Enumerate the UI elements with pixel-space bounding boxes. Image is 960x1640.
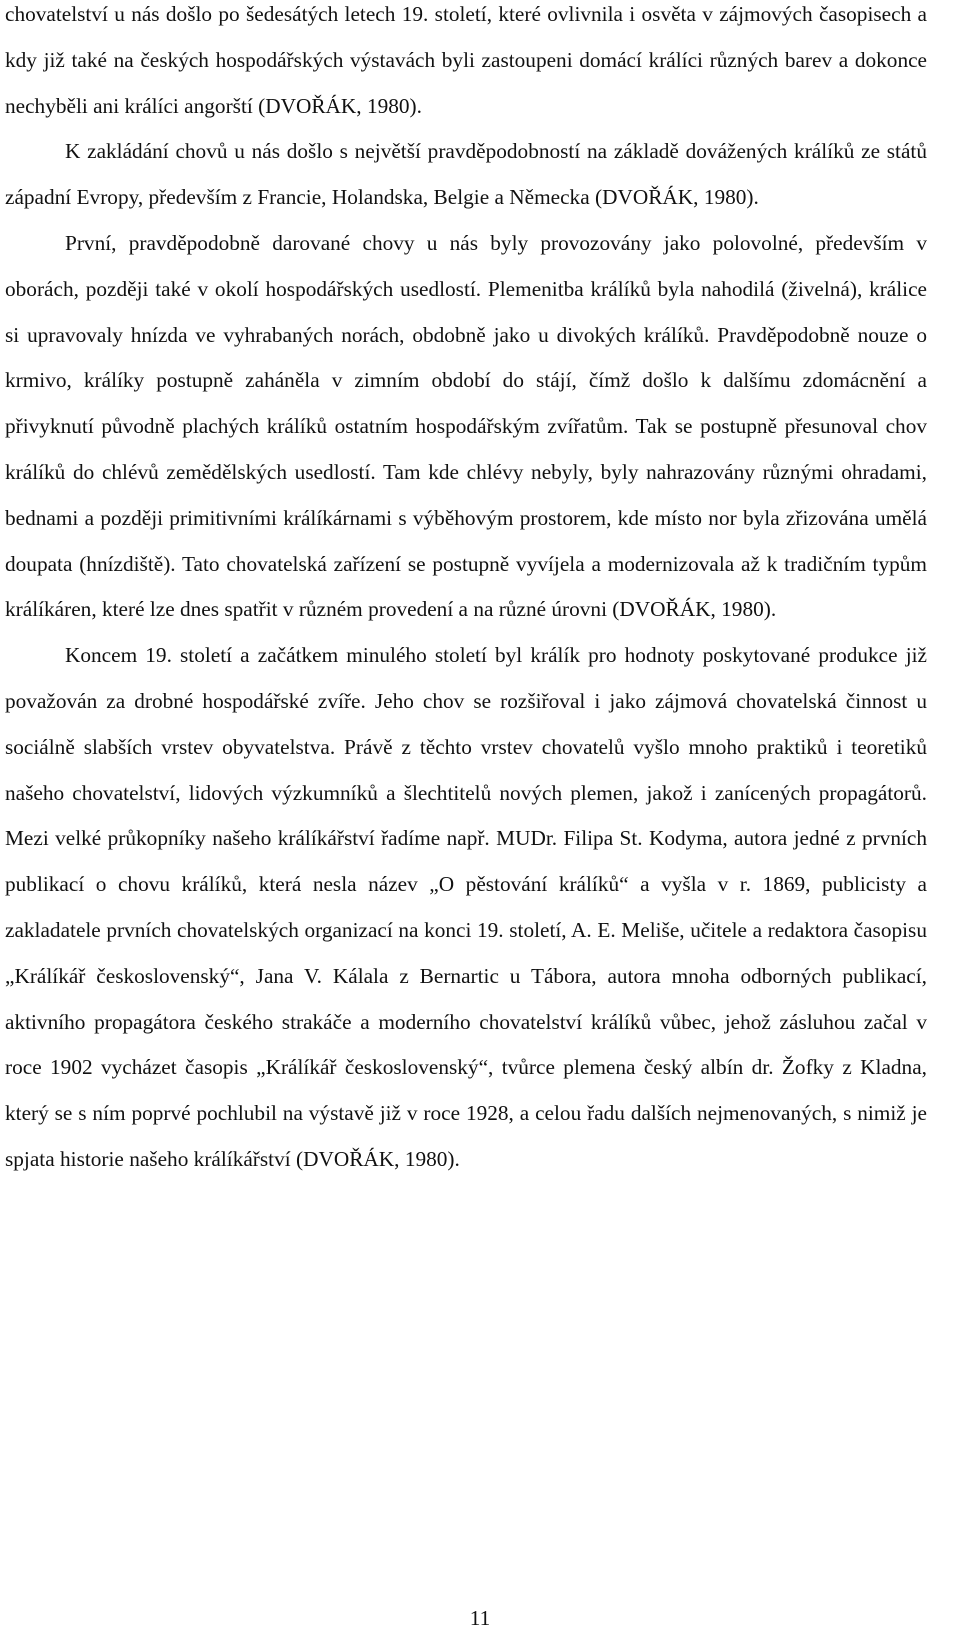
paragraph-pioneers: Koncem 19. století a začátkem minulého století byl králík pro hodnoty poskytované produkce již považován za drobné hospodářské zvíře. Jeho chov se rozšiřoval i jako zájmová chovatelská činnost u sociálně slabších vrstev obyvatelstva. Právě z těchto vrstev chovatelů vyšlo mnoho praktiků i teoretiků našeho chovatelství, lidových výzkumníků a šlechtitelů nových plemen, jakož i zanícených propagátorů. Mezi velké průkopníky našeho králíkářství řadíme např. MUDr. Filipa St. Kodyma, autora jedné z prvních publikací o chovu králíků, která nesla název „O pěstování králíků“ a vyšla v r. 1869, publicisty a zakladatele prvních chovatelských organizací na konci 19. století, A. E. Meliše, učitele a redaktora časopisu „Králíkář československý“, Jana V. Kálala z Bernartic u Tábora, autora mnoha odborných publikací, aktivního propagátora českého strakáče a moderního chovatelství králíků vůbec, jehož zásluhou začal v roce 1902 vycházet časopis „Králíkář československý“, tvůrce plemena český albín dr. Žofky z Kladna, který se s ním poprvé pochlubil na výstavě již v roce 1928, a celou řadu dalších nejmenovaných, s nimiž je spjata historie našeho králíkářství (DVOŘÁK, 1980). bbox=[5, 643, 927, 1171]
document-body bbox=[5, 0, 927, 1183]
paragraph-origin-of-breeding: K zakládání chovů u nás došlo s největší pravděpodobností na základě dovážených králíků ze států západní Evropy, především z Francie, Holandska, Belgie a Německa (DVOŘÁK, 1980). bbox=[5, 139, 927, 210]
page-number: 11 bbox=[469, 1606, 491, 1630]
paragraph-early-breeding: První, pravděpodobně darované chovy u nás byly provozovány jako polovolné, především v oborách, později také v okolí hospodářských usedlostí. Plemenitba králíků byla nahodilá (živelná), králice si upravovaly hnízda ve vyhrabaných norách, obdobně jako u divokých králíků. Pravděpodobně nouze o krmivo, králíky postupně zaháněla v zimním období do stájí, čímž došlo k dalšímu zdomácnění a přivyknutí původně plachých králíků ostatním hospodářským zvířatům. Tak se postupně přesunoval chov králíků do chlévů zemědělských usedlostí. Tam kde chlévy nebyly, byly nahrazovány různými ohradami, bednami a později primitivními králíkárnami s výběhovým prostorem, kde místo nor byla zřizována umělá doupata (hnízdiště). Tato chovatelská zařízení se postupně vyvíjela a modernizovala až k tradičním typům králíkáren, které lze dnes spatřit v různém provedení a na různé úrovni (DVOŘÁK, 1980). bbox=[5, 230, 927, 622]
paragraph-continuation: chovatelství u nás došlo po šedesátých letech 19. století, které ovlivnila i osvěta v zájmových časopisech a kdy již také na českých hospodářských výstavách byli zastoupeni domácí králíci různých barev a dokonce nechyběli ani králíci angorští (DVOŘÁK, 1980). bbox=[5, 2, 927, 118]
